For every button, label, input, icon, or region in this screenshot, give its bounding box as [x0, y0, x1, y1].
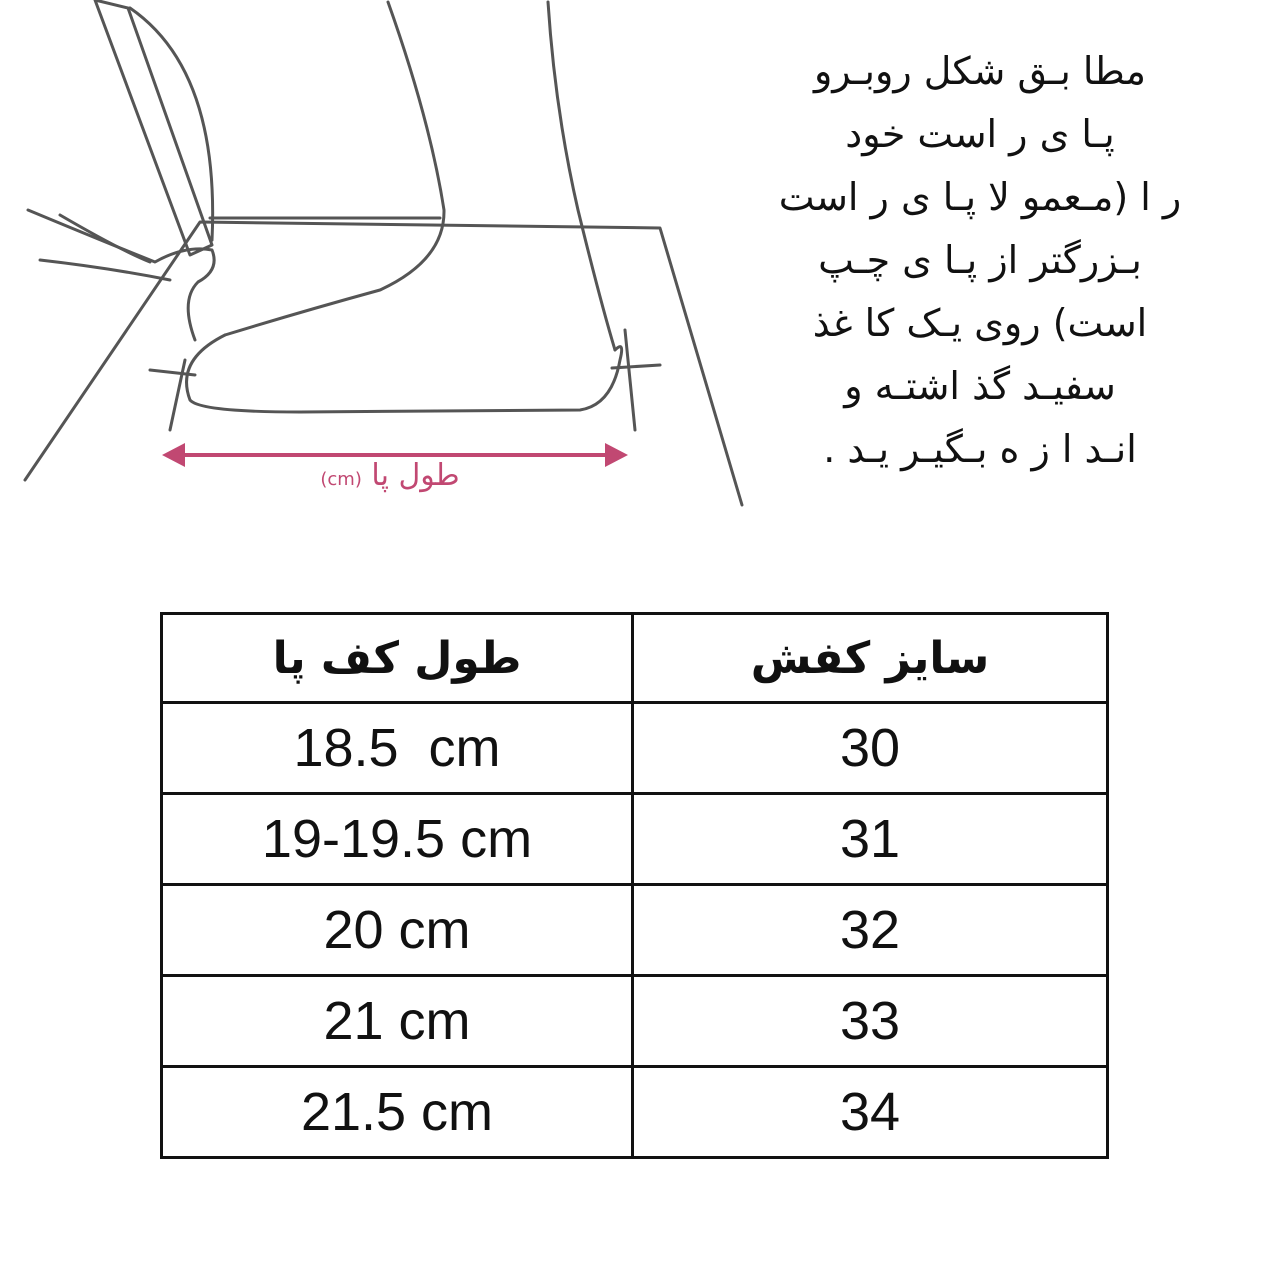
instruction-line: پـا ی ر است خود: [845, 112, 1115, 156]
instruction-line: انـد ا ز ه بـگیـر یـد .: [823, 427, 1137, 471]
cell-foot-length: 19-19.5 cm: [162, 794, 633, 885]
foot-measuring-illustration: [0, 0, 760, 520]
instruction-line: مطا بـق شکل روبـرو: [813, 49, 1147, 93]
table-row: [162, 703, 1108, 794]
cell-foot-length: 21.5 cm: [162, 1067, 633, 1158]
measuring-instructions: [740, 40, 1220, 481]
hand-outline: [28, 210, 214, 340]
table-row: [162, 794, 1108, 885]
table-row: [162, 885, 1108, 976]
cell-foot-length: 21 cm: [162, 976, 633, 1067]
table-row: [162, 976, 1108, 1067]
pencil-outline: [95, 0, 212, 255]
foot-length-text: طول پا: [371, 458, 460, 493]
cell-foot-length: 18.5 cm: [162, 703, 633, 794]
cell-shoe-size: 32: [633, 885, 1108, 976]
cell-shoe-size: 34: [633, 1067, 1108, 1158]
size-chart-table: [160, 612, 1109, 1159]
instruction-line: بـزرگتر از پـا ی چـپ: [818, 238, 1142, 282]
cell-foot-length: 20 cm: [162, 885, 633, 976]
foot-length-label: [300, 458, 480, 493]
instruction-line: سفیـد گذ اشتـه و: [844, 364, 1116, 408]
table-row: [162, 1067, 1108, 1158]
table-header-row: [162, 614, 1108, 703]
cell-shoe-size: 33: [633, 976, 1108, 1067]
foot-length-unit: (cm): [320, 469, 362, 490]
header-foot-length: طول کف پا: [162, 614, 633, 703]
instruction-line: است) روی یـک کا غذ: [812, 301, 1148, 345]
instruction-line: ر ا (مـعمو لا پـا ی ر است: [778, 175, 1182, 219]
leg-outline: [225, 2, 444, 335]
cell-shoe-size: 31: [633, 794, 1108, 885]
header-shoe-size: سایز کفش: [633, 614, 1108, 703]
foot-outline: [187, 335, 622, 412]
cell-shoe-size: 30: [633, 703, 1108, 794]
